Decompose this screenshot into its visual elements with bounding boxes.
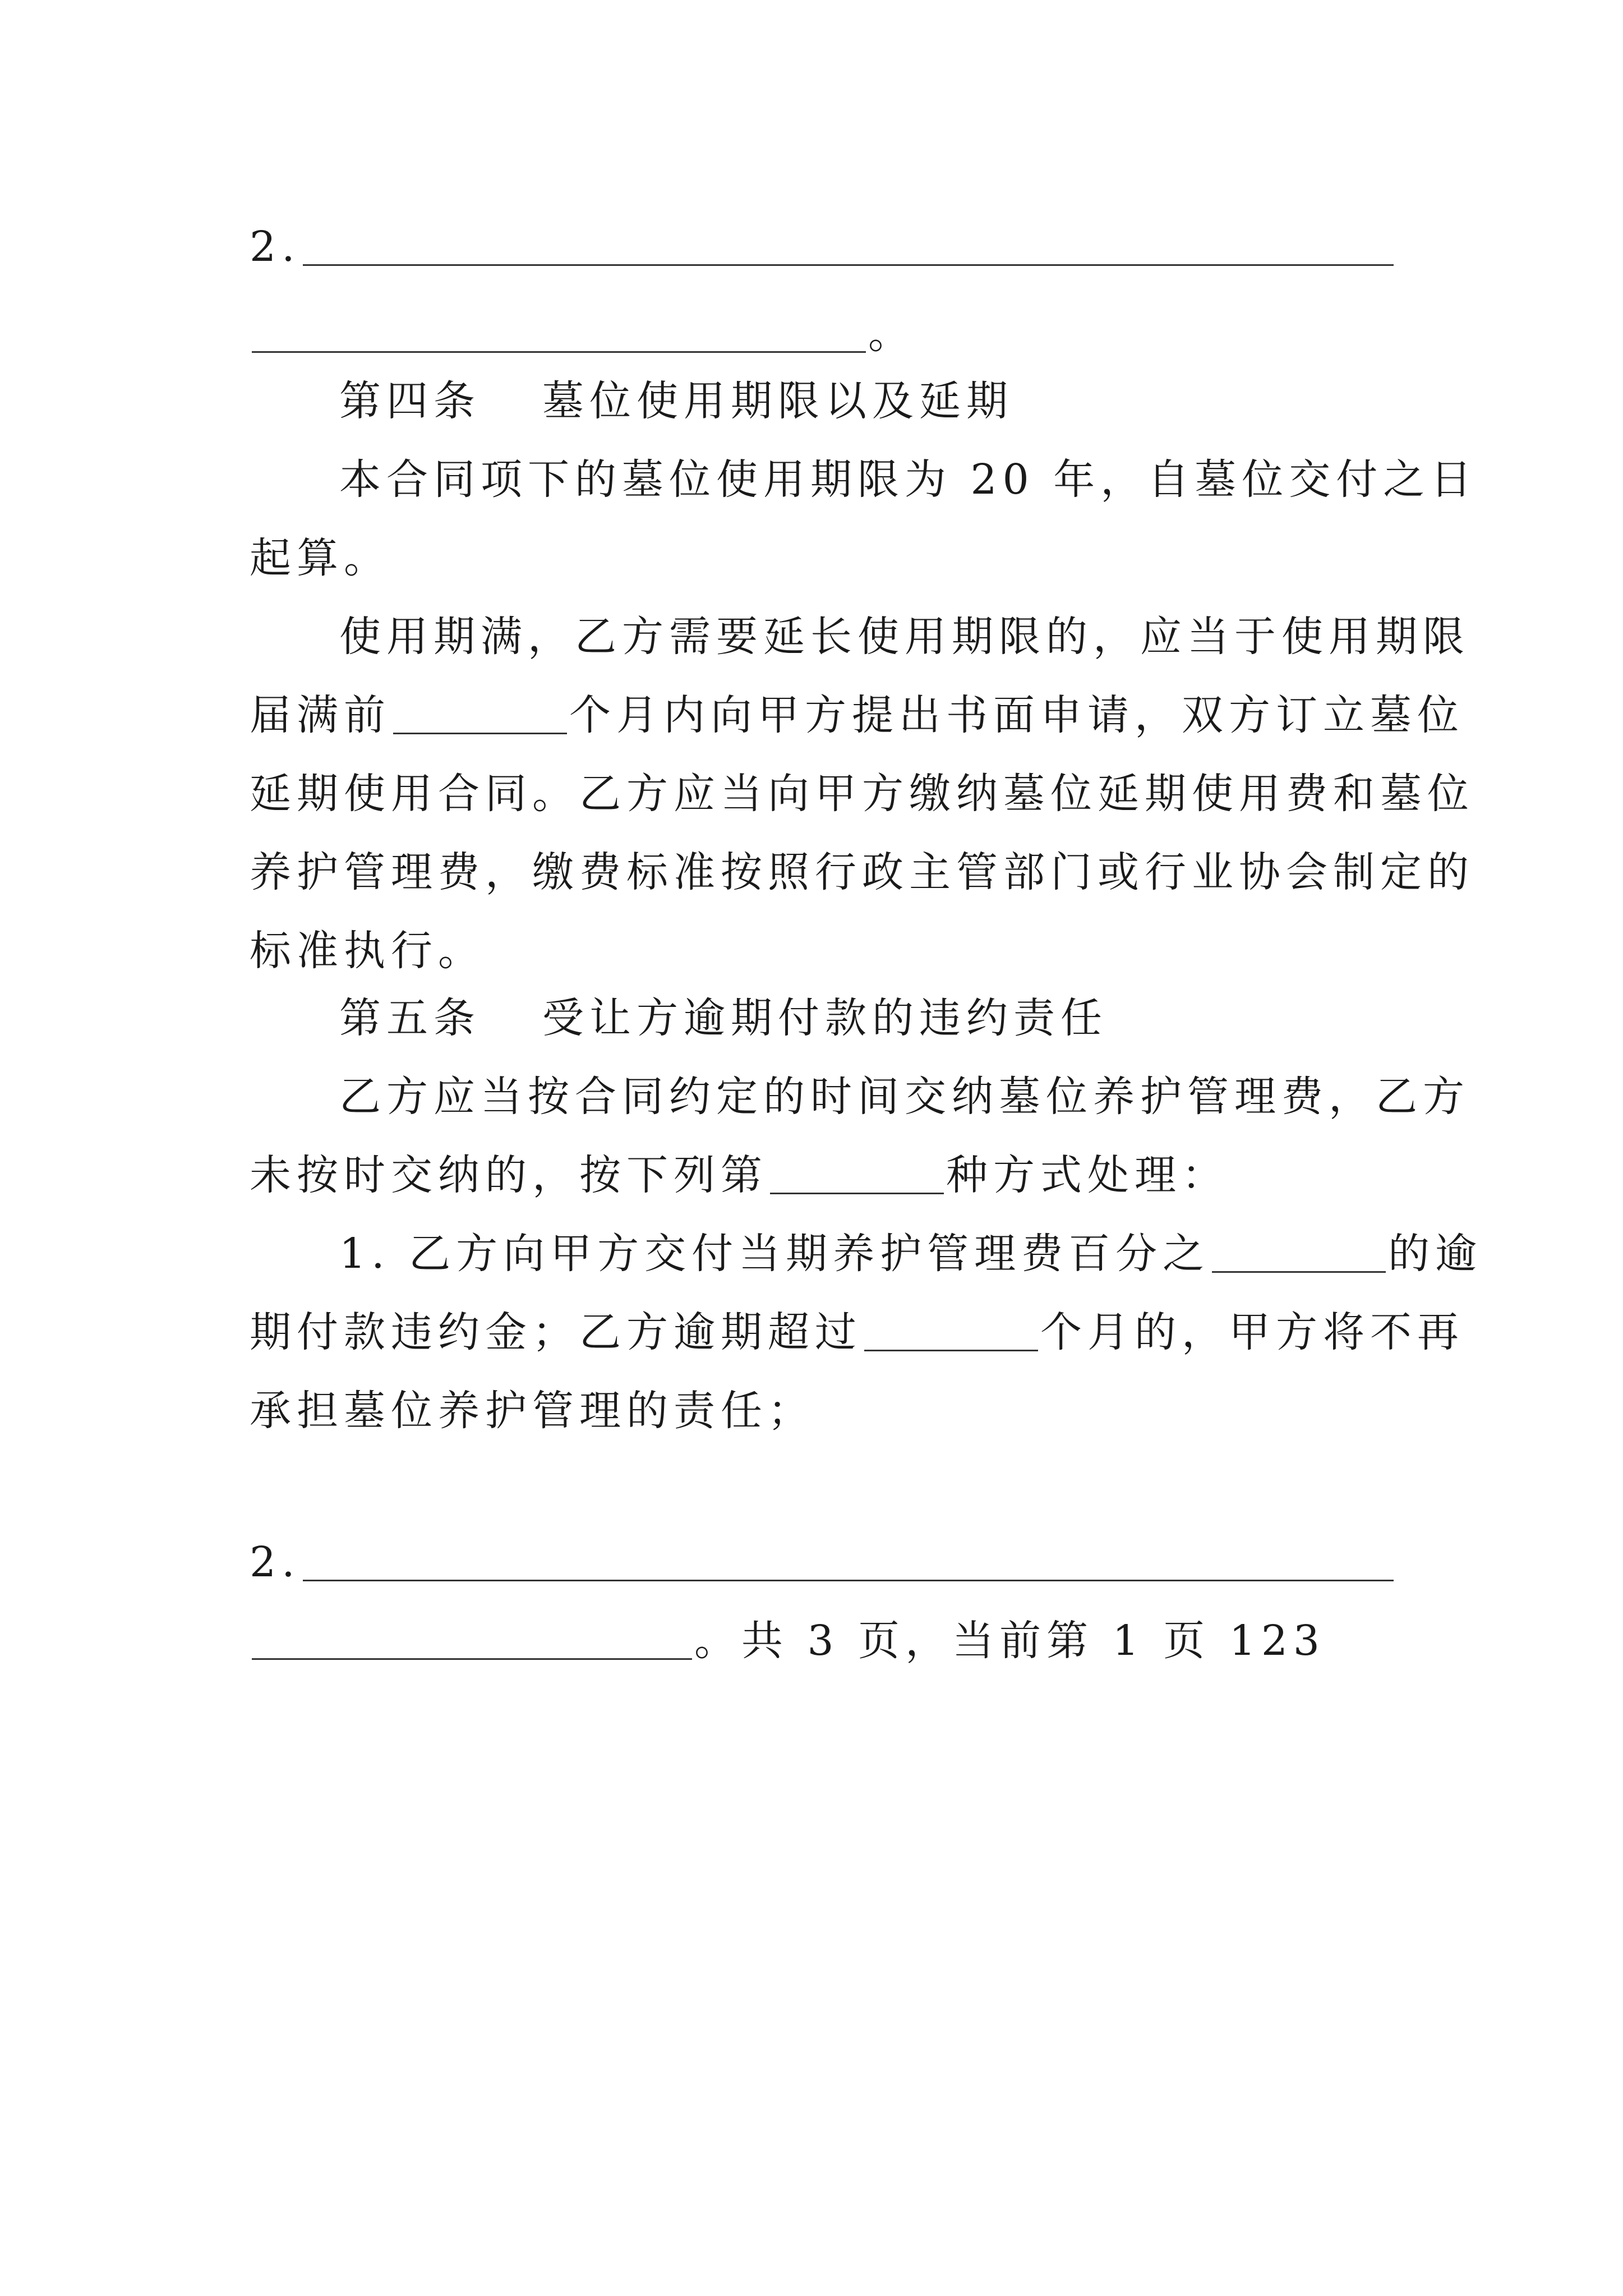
paragraph-line [250, 752, 1474, 836]
fill-blank [864, 1310, 1038, 1351]
text-line: 使用期满，乙方需要延长使用期限的，应当于使用期限 [339, 613, 1470, 661]
text-line: 未按时交纳的，按下列第 [250, 1151, 768, 1199]
item-number: 2. [250, 1538, 301, 1586]
paragraph-line [250, 1369, 1388, 1453]
paragraph-line [250, 1133, 1388, 1217]
fill-blank [252, 312, 866, 353]
text-line: 标准执行。 [250, 927, 485, 975]
text-line: 承担墓位养护管理的责任； [250, 1387, 815, 1435]
text-line: 延期使用合同。乙方应当向甲方缴纳墓位延期使用费和墓位 [250, 770, 1474, 818]
text-line: 养护管理费，缴费标准按照行政主管部门或行业协会制定的 [250, 848, 1474, 896]
item-number: 2. [250, 223, 301, 271]
fill-blank [393, 693, 567, 734]
text-line: 届满前 [250, 691, 391, 739]
text-line: 的逾 [1388, 1230, 1483, 1278]
article-4-heading [339, 359, 1388, 443]
text-line: 起算。 [250, 534, 391, 582]
paragraph-line [339, 595, 1470, 679]
item-2-line [250, 1520, 1388, 1604]
text-line: 个月内向甲方提出书面申请，双方订立墓位 [569, 691, 1464, 739]
paragraph-line [339, 1055, 1470, 1139]
fill-blank [252, 1619, 692, 1660]
paragraph-line [250, 1290, 1464, 1374]
period: 。 [868, 310, 915, 358]
paragraph-line [339, 1212, 1483, 1296]
article-title: 墓位使用期限以及延期 [542, 377, 1013, 425]
text-line: 本合同项下的墓位使用期限为 20 年，自墓位交付之日 [339, 455, 1478, 504]
paragraph-line [250, 673, 1464, 757]
fill-blank [1212, 1232, 1386, 1273]
text-line: 乙方应当按合同约定的时间交纳墓位养护管理费，乙方 [339, 1073, 1470, 1121]
article-5-heading [339, 976, 1388, 1060]
article-number: 第四条 [339, 377, 481, 425]
fill-blank [303, 225, 1394, 266]
fill-blank [303, 1540, 1394, 1581]
text-line: 种方式处理： [946, 1151, 1229, 1199]
article-number: 第五条 [339, 994, 481, 1042]
article-title: 受让方逾期付款的违约责任 [542, 994, 1108, 1042]
item-2-line [250, 205, 1388, 289]
text-line: 期付款违约金；乙方逾期超过 [250, 1308, 862, 1356]
text-line: 个月的，甲方将不再 [1040, 1308, 1464, 1356]
paragraph-line [250, 516, 1388, 600]
fill-blank [770, 1153, 944, 1194]
page-footer-line [250, 1599, 1388, 1683]
paragraph-line [250, 830, 1474, 914]
paragraph-line [339, 438, 1478, 522]
page-counter: 。共 3 页，当前第 1 页 123 [694, 1617, 1326, 1665]
text-line: 1. 乙方向甲方交付当期养护管理费百分之 [339, 1230, 1210, 1278]
